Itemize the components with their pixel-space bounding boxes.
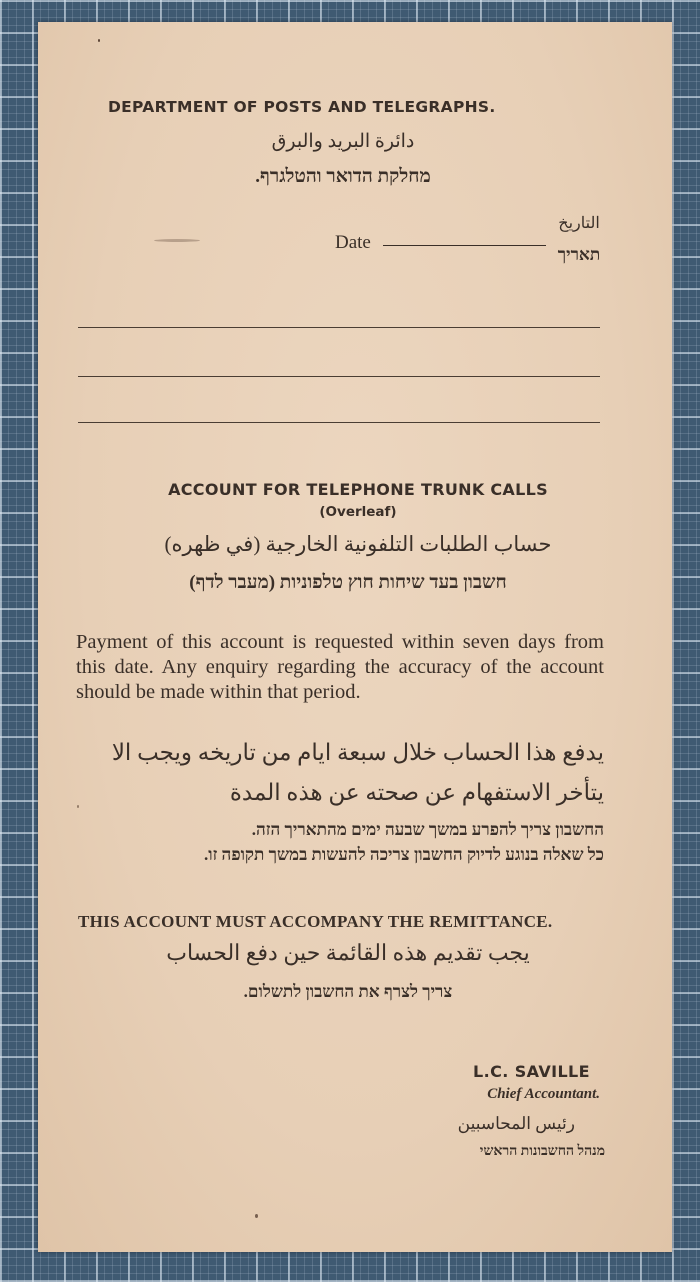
overleaf-note: (Overleaf) — [319, 504, 397, 520]
address-line-3 — [78, 422, 600, 423]
remittance-notice-arabic: يجب تقديم هذه القائمة حين دفع الحساب — [166, 940, 530, 965]
payment-instructions-english: Payment of this account is requested within seven days from this date. Any enquiry regarding the accuracy of the account should be made within that period. — [76, 631, 604, 703]
paper-spot — [98, 39, 100, 42]
account-title-hebrew: חשבון בעד שיחות חוץ טלפוניות (מעבר לדף) — [189, 572, 507, 593]
account-title-english: ACCOUNT FOR TELEPHONE TRUNK CALLS — [168, 480, 548, 499]
signatory-title-english: Chief Accountant. — [487, 1086, 600, 1102]
department-title-hebrew: מחלקת הדואר והטלגרף. — [255, 166, 431, 187]
signatory-name: L.C. SAVILLE — [473, 1062, 590, 1081]
payment-instructions-hebrew-line2: כל שאלה בנוגע לדיוק החשבון צריכה להעשות במשך תקופה זו. — [203, 845, 604, 864]
payment-instructions-arabic-line1: يدفع هذا الحساب خلال سبعة ايام من تاريخه ويجب الا — [111, 740, 604, 765]
date-blank-line — [383, 245, 546, 246]
date-label-english: Date — [335, 232, 371, 253]
signatory-title-hebrew: מנהל החשבונות הראשי — [479, 1144, 605, 1159]
paper-smudge — [154, 239, 200, 242]
paper-spot — [77, 805, 79, 808]
account-title-arabic: حساب الطلبات التلفونية الخارجية (في ظهره) — [164, 532, 552, 556]
telephone-account-form — [38, 22, 672, 1252]
payment-instructions-hebrew-line1: החשבון צריך להפרע במשך שבעה ימים מהתאריך הזה. — [251, 820, 604, 839]
address-line-1 — [78, 327, 600, 328]
date-label-arabic: التاريخ — [558, 215, 600, 232]
address-line-2 — [78, 376, 600, 377]
remittance-notice-english: THIS ACCOUNT MUST ACCOMPANY THE REMITTANCE. — [78, 912, 553, 931]
paper-spot — [255, 1214, 258, 1218]
remittance-notice-hebrew: צריך לצרף את החשבון לתשלום. — [243, 982, 453, 1001]
department-title-english: DEPARTMENT OF POSTS AND TELEGRAPHS. — [108, 98, 496, 116]
payment-instructions-arabic-line2: يتأخر الاستفهام عن صحته عن هذه المدة — [229, 780, 604, 805]
signatory-title-arabic: رئيس المحاسبين — [457, 1114, 575, 1133]
department-title-arabic: دائرة البريد والبرق — [271, 131, 415, 152]
date-label-hebrew: תאריך — [557, 245, 601, 264]
